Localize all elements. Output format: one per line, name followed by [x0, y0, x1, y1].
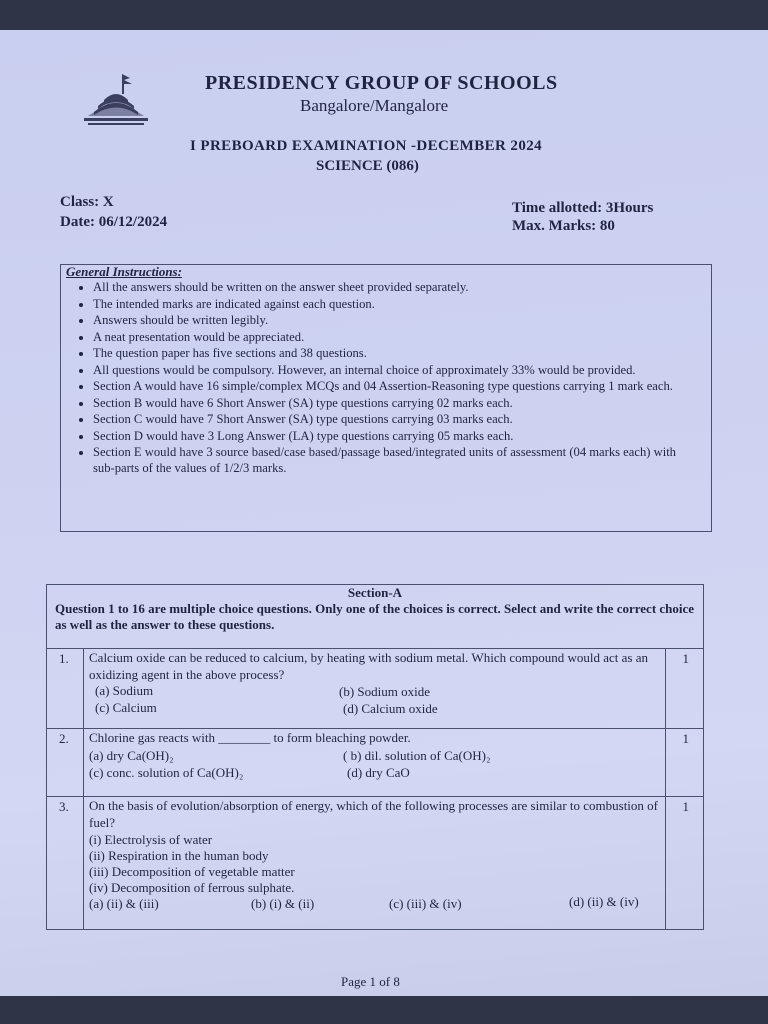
- section-a-title: Section-A: [347, 585, 403, 600]
- instructions-title: General Instructions:: [66, 264, 182, 279]
- instructions-list: [67, 280, 693, 477]
- option-b: (b) Sodium oxide: [339, 684, 430, 699]
- instruction-item: • Answers should be written legibly.: [93, 313, 693, 329]
- question-text: On the basis of evolution/absorption of energy, which of the following processes are similar to combustion of fuel?: [89, 798, 658, 830]
- instruction-item: • The intended marks are indicated against each question.: [93, 297, 693, 313]
- question-number: 1.: [59, 651, 69, 666]
- school-logo-icon: [78, 68, 154, 132]
- section-a-description: Question 1 to 16 are multiple choice questions. Only one of the choices is correct. Select and write the correct choice as well as the answer to these questions.: [55, 601, 695, 632]
- option-b: (b) (i) & (ii): [251, 896, 315, 911]
- question-marks: 1: [682, 799, 689, 814]
- option-c: (c) (iii) & (iv): [389, 896, 462, 911]
- section-a-table: [46, 584, 704, 930]
- subject-title: SCIENCE (086): [316, 158, 419, 174]
- page-number: Page 1 of 8: [341, 974, 400, 989]
- instruction-item: • Section D would have 3 Long Answer (LA) type questions carrying 05 marks each.: [93, 429, 693, 445]
- option-d: (d) (ii) & (iv): [569, 894, 639, 909]
- question-number: 3.: [59, 799, 69, 814]
- sub-item: (ii) Respiration in the human body: [89, 848, 269, 863]
- instruction-item: • A neat presentation would be appreciated.: [93, 330, 693, 346]
- sub-item: (iv) Decomposition of ferrous sulphate.: [89, 880, 295, 895]
- school-name: PRESIDENCY GROUP OF SCHOOLS: [205, 72, 558, 94]
- exam-title: I PREBOARD EXAMINATION -DECEMBER 2024: [190, 138, 543, 154]
- max-marks: Max. Marks: 80: [512, 218, 615, 234]
- sub-item: (i) Electrolysis of water: [89, 832, 213, 847]
- instruction-item: • Section B would have 6 Short Answer (SA) type questions carrying 02 marks each.: [93, 396, 693, 412]
- instruction-item: • All questions would be compulsory. However, an internal choice of approximately 33% would be provided.: [93, 363, 693, 379]
- instruction-item: • All the answers should be written on the answer sheet provided separately.: [93, 280, 693, 296]
- option-c: (c) conc. solution of Ca(OH)₂: [89, 765, 244, 780]
- option-d: (d) Calcium oxide: [343, 701, 438, 716]
- class-label: Class: X: [60, 194, 114, 210]
- option-a: (a) dry Ca(OH)₂: [89, 748, 174, 763]
- instruction-item: • Section C would have 7 Short Answer (SA) type questions carrying 03 marks each.: [93, 412, 693, 428]
- sub-item: (iii) Decomposition of vegetable matter: [89, 864, 295, 879]
- time-allotted: Time allotted: 3Hours: [512, 200, 654, 216]
- option-a: (a) Sodium: [95, 683, 154, 698]
- question-marks: 1: [682, 731, 689, 746]
- option-d: (d) dry CaO: [347, 765, 410, 780]
- question-row: [47, 729, 703, 797]
- option-c: (c) Calcium: [95, 700, 157, 715]
- option-a: (a) (ii) & (iii): [89, 896, 159, 911]
- question-row: [47, 797, 703, 929]
- date-label: Date: 06/12/2024: [60, 214, 168, 230]
- instruction-item: • The question paper has five sections and 38 questions.: [93, 346, 693, 362]
- general-instructions-box: [60, 264, 712, 532]
- instruction-item: • Section A would have 16 simple/complex MCQs and 04 Assertion-Reasoning type questions carrying 1 mark each.: [93, 379, 693, 395]
- section-a-header: [47, 585, 703, 649]
- instruction-item: • Section E would have 3 source based/case based/passage based/integrated units of assessment (04 marks each) with sub-parts of the values of 1/2/3 marks.: [93, 445, 693, 476]
- question-number: 2.: [59, 731, 69, 746]
- question-marks: 1: [682, 651, 689, 666]
- school-city: Bangalore/Mangalore: [300, 96, 449, 115]
- question-row: [47, 649, 703, 729]
- question-text: Chlorine gas reacts with ________ to form bleaching powder.: [89, 730, 411, 745]
- option-b: ( b) dil. solution of Ca(OH)₂: [343, 748, 491, 763]
- question-text: Calcium oxide can be reduced to calcium, by heating with sodium metal. Which compound would act as an oxidizing agent in the above process?: [89, 650, 648, 682]
